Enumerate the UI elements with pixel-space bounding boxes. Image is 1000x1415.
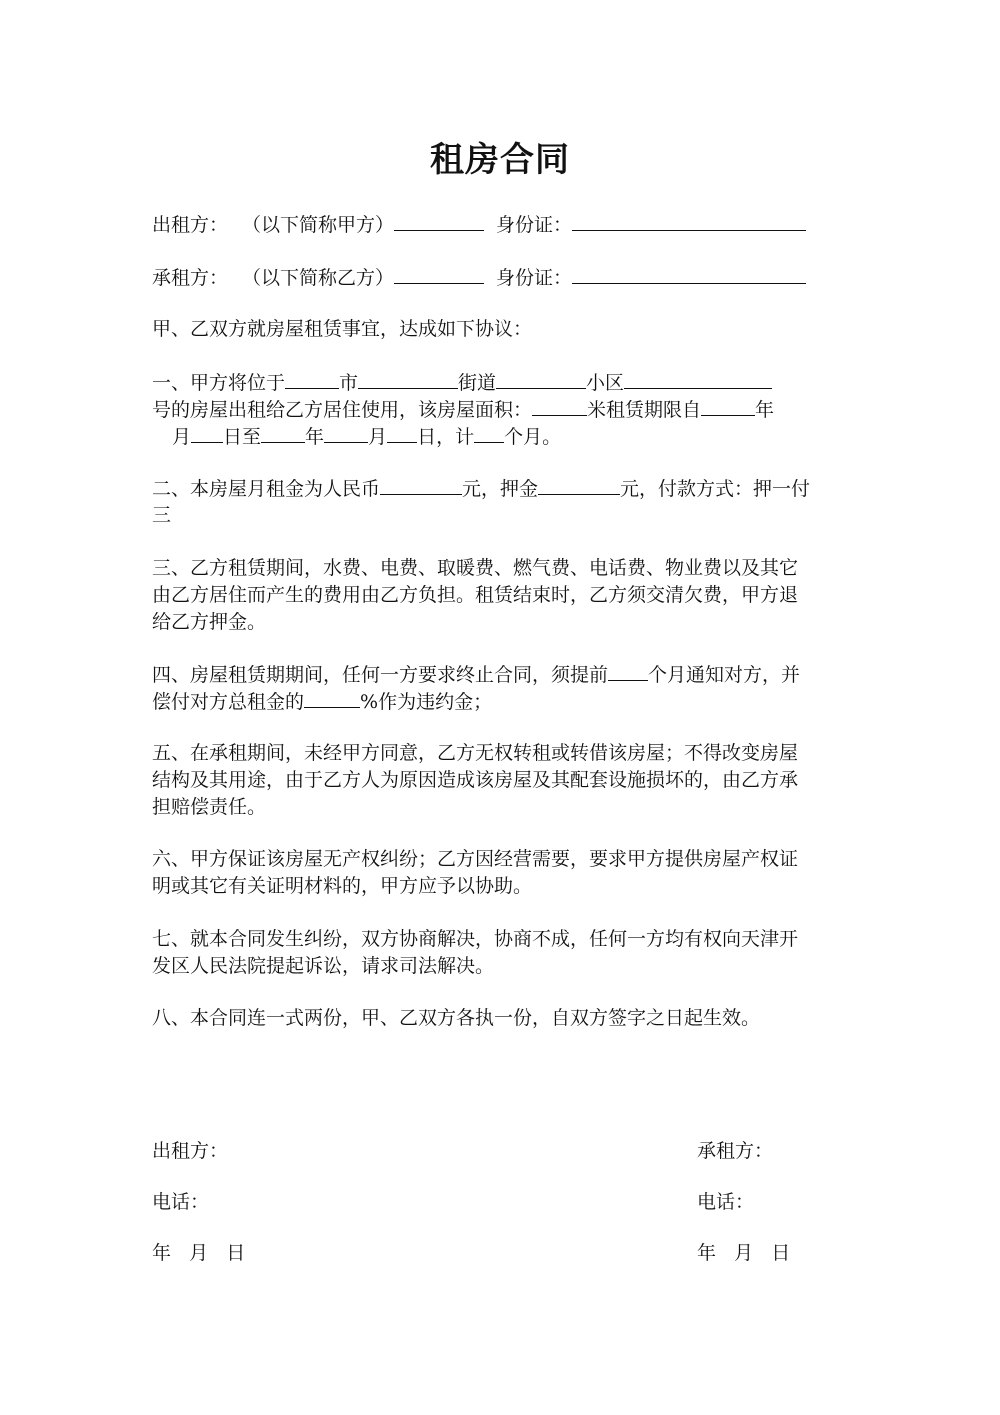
- clause1-text-e: 号的房屋出租给乙方居住使用，该房屋面积：: [152, 399, 533, 421]
- clause6-line1: 六、甲方保证该房屋无产权纠纷；乙方因经营需要，要求甲方提供房屋产权证: [152, 848, 799, 870]
- end-day-blank: [387, 423, 417, 443]
- clause8-line1: 八、本合同连一式两份，甲、乙双方各执一份，自双方签字之日起生效。: [152, 1007, 761, 1029]
- page-title: 租房合同: [430, 140, 570, 180]
- clause2-text-a: 二、本房屋月租金为人民币: [152, 478, 381, 500]
- clause1-text-g: 年: [755, 399, 775, 421]
- clause7-line1: 七、就本合同发生纠纷，双方协商解决，协商不成，任何一方均有权向天津开: [152, 928, 799, 950]
- clause6-line2: 明或其它有关证明材料的，甲方应予以协助。: [152, 875, 533, 897]
- rent-blank: [380, 475, 462, 495]
- area-blank: [532, 396, 587, 416]
- clause4-line2: [152, 688, 852, 716]
- number-blank: [624, 369, 772, 389]
- clause2-line1: [152, 475, 852, 503]
- clause1-text-h: 月: [172, 426, 192, 448]
- street-blank: [358, 369, 458, 389]
- clause1-text-k: 月: [368, 426, 388, 448]
- clause3-line3: 给乙方押金。: [152, 611, 267, 633]
- lessor-line: [152, 211, 852, 239]
- intro-text: 甲、乙双方就房屋租赁事宜，达成如下协议：: [152, 318, 533, 340]
- clause5-line3: 担赔偿责任。: [152, 796, 267, 818]
- lessee-phone-label: 电话：: [697, 1191, 755, 1213]
- lessee-line: [152, 264, 852, 292]
- lessee-date-label: 年 月 日: [697, 1242, 791, 1264]
- lessor-name-blank: [394, 211, 484, 231]
- end-month-blank: [324, 423, 368, 443]
- lessor-alias: （以下简称甲方）: [242, 214, 395, 236]
- notice-months-blank: [608, 661, 648, 681]
- city-blank: [285, 369, 339, 389]
- lessor-id-label: 身份证：: [496, 214, 573, 236]
- clause2-text-b: 元，押金: [462, 478, 539, 500]
- clause1-text-i: 日至: [223, 426, 262, 448]
- clause1-text-c: 街道: [458, 372, 497, 394]
- clause4-line1: [152, 661, 852, 689]
- clause5-line1: 五、在承租期间，未经甲方同意，乙方无权转租或转借该房屋；不得改变房屋: [152, 742, 799, 764]
- clause4-text-b: 个月通知对方，并: [648, 664, 801, 686]
- clause5-line2: 结构及其用途，由于乙方人为原因造成该房屋及其配套设施损坏的，由乙方承: [152, 769, 799, 791]
- lessor-date-label: 年 月 日: [152, 1242, 246, 1264]
- start-year-blank: [701, 396, 755, 416]
- lessee-id-blank: [572, 264, 806, 284]
- lessee-signature-label: 承租方：: [697, 1140, 774, 1162]
- lessor-label: 出租方：: [152, 214, 229, 236]
- clause1-line3: [172, 423, 872, 451]
- clause4-text-d: %作为违约金；: [360, 691, 493, 713]
- clause3-line2: 由乙方居住而产生的费用由乙方负担。租赁结束时，乙方须交清欠费，甲方退: [152, 584, 799, 606]
- clause2-line2: 三: [152, 504, 172, 526]
- lessor-signature-label: 出租方：: [152, 1140, 229, 1162]
- penalty-percent-blank: [304, 688, 360, 708]
- clause1-text-f: 米租赁期限自: [587, 399, 702, 421]
- clause1-line1: [152, 369, 852, 397]
- clause3-line1: 三、乙方租赁期间，水费、电费、取暖费、燃气费、电话费、物业费以及其它: [152, 557, 799, 579]
- lessee-label: 承租方：: [152, 267, 229, 289]
- lessor-phone-label: 电话：: [152, 1191, 210, 1213]
- clause1-text-a: 一、甲方将位于: [152, 372, 286, 394]
- clause1-text-j: 年: [305, 426, 325, 448]
- lessee-name-blank: [394, 264, 484, 284]
- start-day-blank: [191, 423, 223, 443]
- lessor-id-blank: [572, 211, 806, 231]
- clause1-text-m: 个月。: [504, 426, 562, 448]
- months-blank: [474, 423, 504, 443]
- clause4-text-a: 四、房屋租赁期期间，任何一方要求终止合同，须提前: [152, 664, 609, 686]
- community-blank: [496, 369, 586, 389]
- clause4-text-c: 偿付对方总租金的: [152, 691, 305, 713]
- lessee-alias: （以下简称乙方）: [242, 267, 395, 289]
- lessee-id-label: 身份证：: [496, 267, 573, 289]
- clause1-text-l: 日，计: [417, 426, 475, 448]
- clause1-line2: [152, 396, 852, 424]
- clause2-text-c: 元，付款方式：押一付: [620, 478, 811, 500]
- end-year-blank: [261, 423, 305, 443]
- clause1-text-b: 市: [339, 372, 359, 394]
- clause1-text-d: 小区: [586, 372, 625, 394]
- clause7-line2: 发区人民法院提起诉讼，请求司法解决。: [152, 955, 495, 977]
- deposit-blank: [538, 475, 620, 495]
